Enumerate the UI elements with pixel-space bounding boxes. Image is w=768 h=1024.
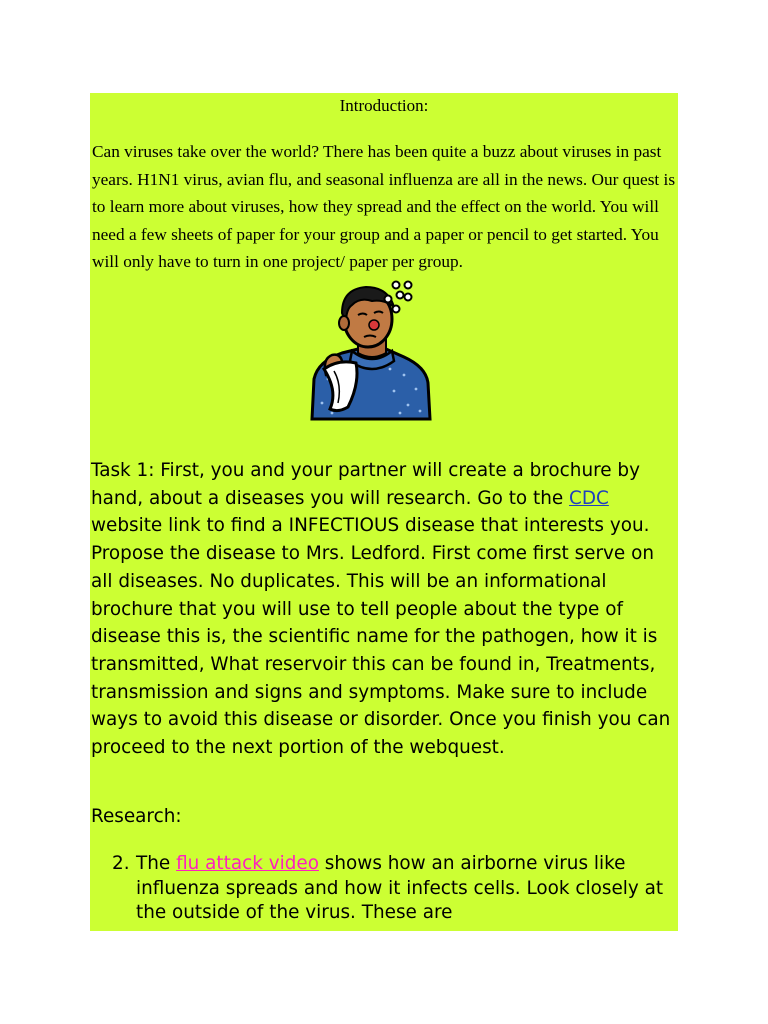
introduction-heading: Introduction: (339, 96, 429, 115)
list-item-text (136, 852, 678, 926)
flu-attack-video-link[interactable]: flu attack video (176, 853, 319, 874)
cdc-link[interactable]: CDC (569, 487, 609, 509)
research-heading: Research: (91, 806, 182, 827)
task-1-text-end: website link to find a INFECTIOUS disease that interests you. Propose the disease to Mrs. Ledford. First come first serve on all diseases. No duplicates. This will be an informational brochure that you will use to tell people about the type of disease this is, the scientific name for the pathogen, how it is transmitted, What reservoir this can be found in, Treatments, transmission and signs and symptoms. Make sure to include ways to avoid this disease or disorder. Once you finish you can proceed to the next portion of the webquest. (91, 515, 671, 759)
task-1-paragraph (91, 457, 677, 762)
list-item-text-end: shows how an airborne virus like influenza spreads and how it infects cells. Look closely at the outside of the virus. These are (136, 853, 664, 923)
list-item-number: 2. (112, 853, 130, 874)
task-1-text-start: Task 1: First, you and your partner will create a brochure by hand, about a diseases you will research. Go to the (91, 460, 640, 509)
list-item-text-start: The (136, 853, 177, 874)
introduction-paragraph: Can viruses take over the world? There has been quite a buzz about viruses in past years. H1N1 virus, avian flu, and seasonal influenza are all in the news. Our quest is to learn more about viruses, how they spread and the effect on the world. You will need a few sheets of paper for your group and a paper or pencil to get started. You will only have to turn in one project/ paper per group. (92, 142, 676, 271)
sick-person-sneezing-icon (308, 279, 436, 425)
content-panel (90, 93, 678, 931)
